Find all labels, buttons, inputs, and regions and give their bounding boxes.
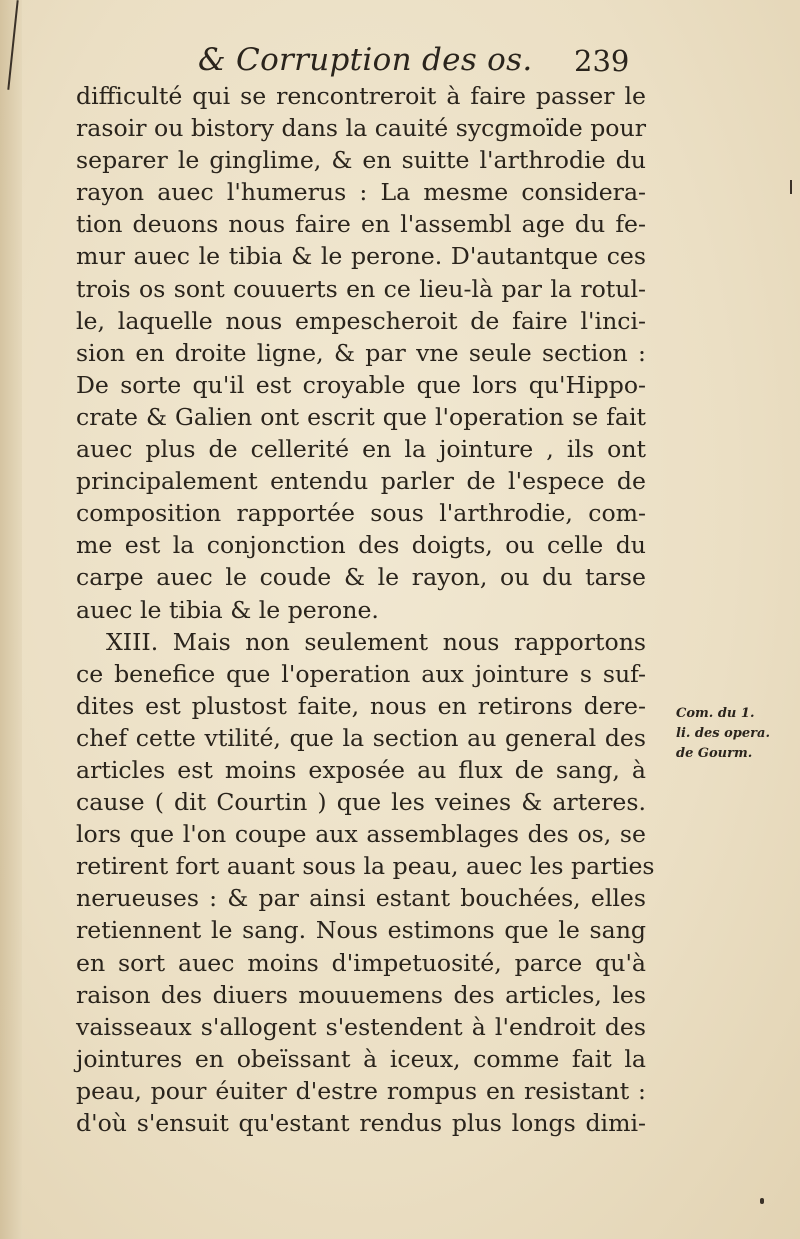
page-gutter-shadow xyxy=(0,0,22,1239)
text-line: principalement entendu parler de l'espece de xyxy=(76,467,646,496)
text-line: sion en droite ligne, & par vne seule section : xyxy=(76,338,646,367)
text-line: dites est plustost faite, nous en retirons dere- xyxy=(76,691,646,720)
text-line: De sorte qu'il est croyable que lors qu'Hippo- xyxy=(76,370,646,399)
text-line: carpe auec le coude & le rayon, ou du tarse xyxy=(76,563,646,592)
text-line: raison des diuers mouuemens des articles, les xyxy=(76,980,646,1009)
text-line: me est la conjonction des doigts, ou celle du xyxy=(76,531,646,560)
text-line: d'où s'ensuit qu'estant rendus plus longs dimi- xyxy=(76,1109,646,1137)
margin-note xyxy=(676,704,786,764)
text-line: jointures en obeïssant à iceux, comme fait la xyxy=(76,1044,646,1073)
margin-note-line: de Gourm. xyxy=(676,746,753,761)
text-line: nerueuses : & par ainsi estant bouchées, elles xyxy=(76,884,646,913)
margin-note-line: Com. du 1. xyxy=(676,706,755,721)
text-line: trois os sont couuerts en ce lieu-là par la rotul- xyxy=(76,274,646,303)
margin-note-line: li. des opera. xyxy=(676,726,770,741)
text-line: auec plus de cellerité en la jointure , ils ont xyxy=(76,435,646,464)
text-line: rasoir ou bistory dans la cauité sycgmoïde pour xyxy=(76,114,646,143)
text-line: tion deuons nous faire en l'assembl age du fe- xyxy=(76,210,646,239)
text-line: peau, pour éuiter d'estre rompus en resistant : xyxy=(76,1076,646,1105)
text-line: crate & Galien ont escrit que l'operation se fait xyxy=(76,402,646,431)
text-line: vaisseaux s'allogent s'estendent à l'endroit des xyxy=(76,1012,646,1041)
text-line: ce benefice que l'operation aux jointure s suf- xyxy=(76,659,646,688)
text-line: lors que l'on coupe aux assemblages des os, se xyxy=(76,820,646,849)
section-start-line: XIII. Mais non seulement nous rapportons xyxy=(106,627,646,656)
page-number: 239 xyxy=(574,44,630,78)
text-line: composition rapportée sous l'arthrodie, com- xyxy=(76,499,646,528)
ink-mark xyxy=(790,180,792,194)
text-line: separer le ginglime, & en suitte l'arthrodie du xyxy=(76,146,646,175)
text-line: retirent fort auant sous la peau, auec les parties xyxy=(76,852,655,881)
text-line: rayon auec l'humerus : La mesme considera- xyxy=(76,178,646,207)
ink-speck xyxy=(760,1198,764,1204)
text-line: difficulté qui se rencontreroit à faire passer le xyxy=(76,82,646,110)
running-head-title: & Corruption des os. xyxy=(198,42,533,78)
text-line: articles est moins exposée au flux de sang, à xyxy=(76,755,646,784)
text-line: en sort auec moins d'impetuosité, parce qu'à xyxy=(76,948,646,977)
text-line: chef cette vtilité, que la section au general des xyxy=(76,723,646,752)
body-text xyxy=(76,80,655,1139)
text-line: retiennent le sang. Nous estimons que le sang xyxy=(76,916,646,945)
text-line: mur auec le tibia & le perone. D'autantque ces xyxy=(76,242,646,271)
text-line: cause ( dit Courtin ) que les veines & arteres. xyxy=(76,788,646,817)
text-line: auec le tibia & le perone. xyxy=(76,595,379,624)
text-line: le, laquelle nous empescheroit de faire l'inci- xyxy=(76,306,646,335)
